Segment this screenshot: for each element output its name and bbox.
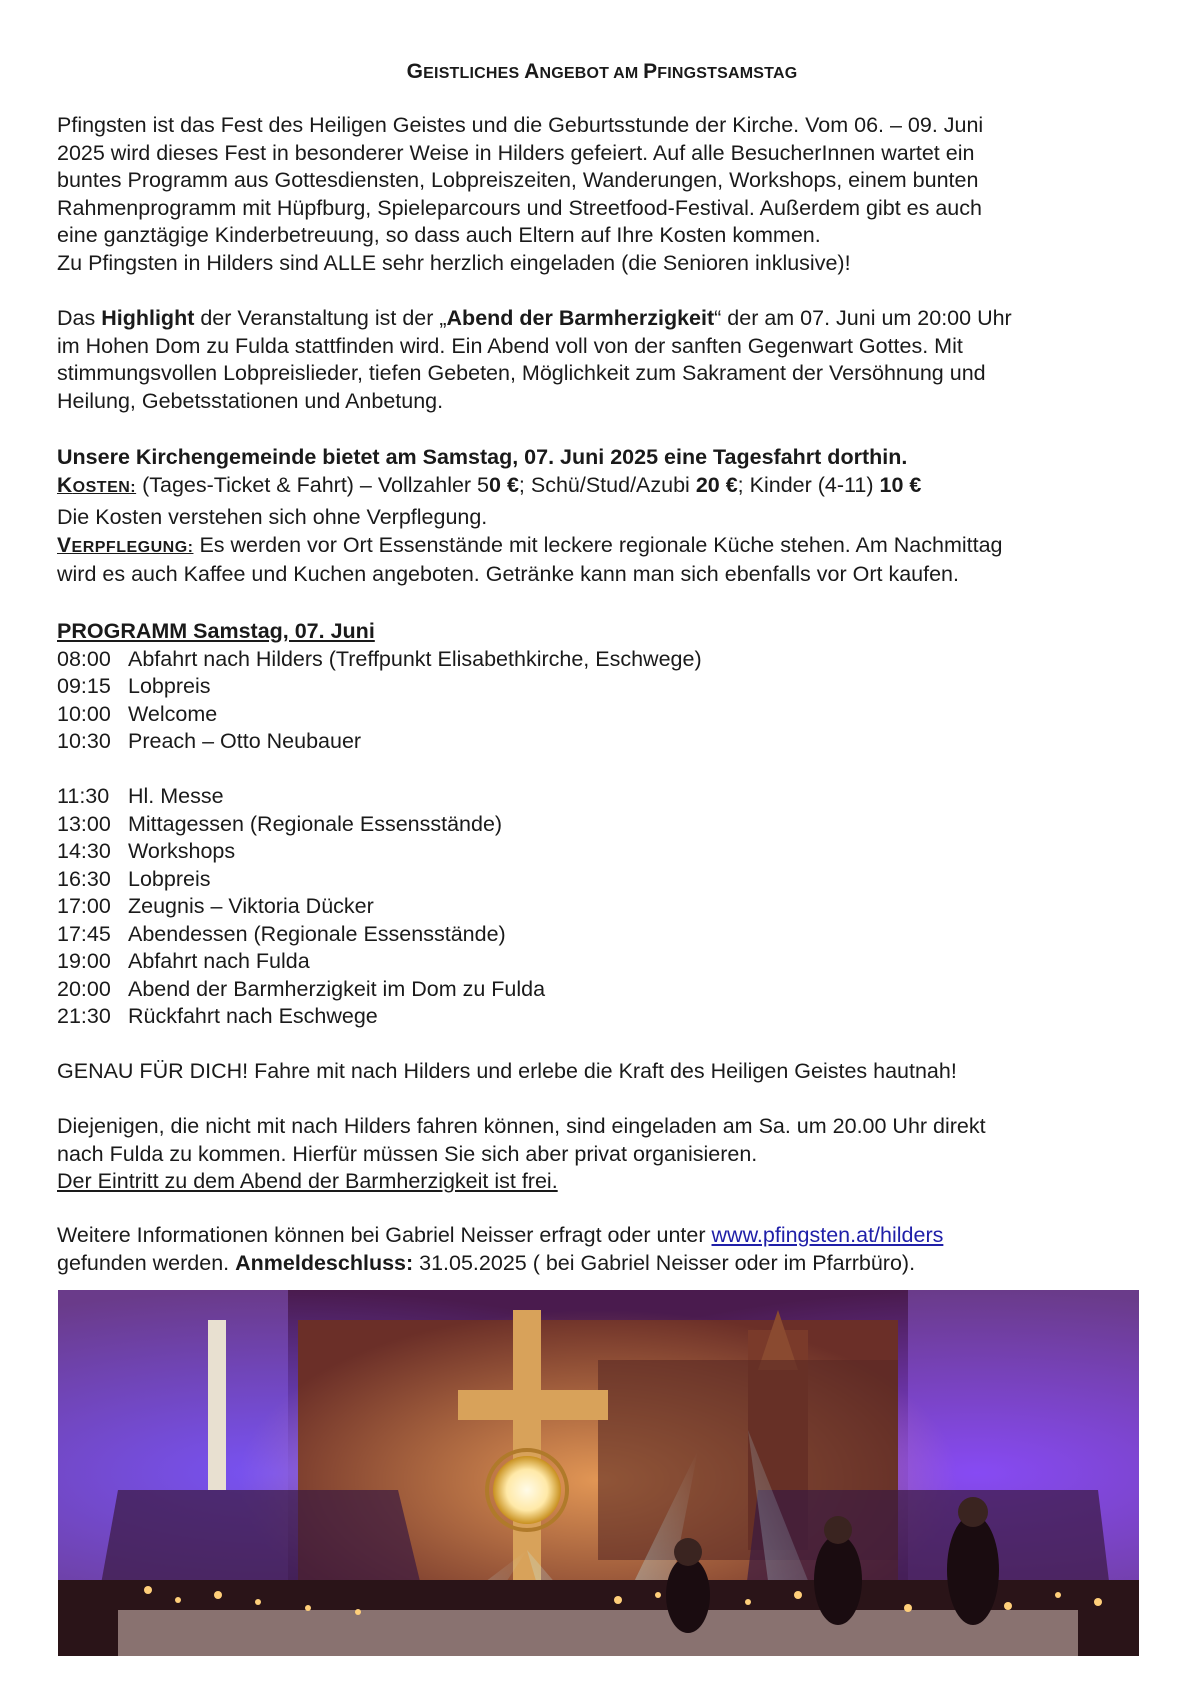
program-time: 17:45: [57, 921, 111, 946]
program-row: [57, 838, 1147, 866]
program-time: 21:30: [57, 1004, 111, 1028]
page-title: GEISTLICHES ANGEBOT AM PFINGSTSAMSTAG: [406, 60, 798, 83]
program-list-afternoon: [57, 783, 1147, 1031]
program-time: 13:00: [57, 811, 111, 836]
program-item: Workshops: [128, 839, 236, 863]
program-item: Preach – Otto Neubauer: [128, 729, 362, 753]
costs-line: KOSTEN: (Tages-Ticket & Fahrt) – Vollzahler 50 €; Schü/Stud/Azubi 20 €; Kinder (4-11) 10 €: [57, 472, 922, 497]
program-item: Hl. Messe: [128, 784, 224, 808]
program-time: 08:00: [57, 646, 111, 671]
program-section: [57, 618, 1147, 1031]
program-item: Abend der Barmherzigkeit im Dom zu Fulda: [128, 976, 546, 1001]
website-link[interactable]: www.pfingsten.at/hilders: [711, 1223, 944, 1247]
trip-section: Unsere Kirchengemeinde bietet am Samstag, 07. Juni 2025 eine Tagesfahrt dorthin. KOSTEN: (Tages-Ticket & Fahrt) – Vollzahler 50 €; Schü/Stud/Azubi 20 €; Kinder (4-11) 10 € Die Kosten verstehen sich ohne Verpflegung. VERPFLEGUNG: Es werden vor Ort Essenstände mit leckere regionale Küche stehen. Am Nachmittag wird es auch Kaffee und Kuchen angeboten. Getränke kann man sich ebenfalls vor Ort kaufen.: [57, 444, 1147, 589]
program-time: 17:00: [57, 894, 111, 918]
program-row: [57, 1003, 1147, 1031]
intro-paragraph: Pfingsten ist das Fest des Heiligen Geistes und die Geburtsstunde der Kirche. Vom 06. – 09. Juni 2025 wird dieses Fest in besonderer Weise in Hilders gefeiert. Auf alle BesucherInnen wartet ein buntes Programm aus Gottesdiensten, Lobpreiszeiten, Wanderungen, Workshops, einem bunten Rahmenprogramm mit Hüpfburg, Spieleparcours und Streetfood-Festival. Außerdem gibt es auch eine ganztägige Kinderbetreuung, so dass auch Eltern auf Ihre Kosten kommen. Zu Pfingsten in Hilders sind ALLE sehr herzlich eingeladen (die Senioren inklusive)!: [57, 113, 984, 275]
cathedral-photo: [58, 1290, 1139, 1656]
free-entry-note: Der Eintritt zu dem Abend der Barmherzigkeit ist frei.: [57, 1169, 558, 1193]
program-item: Rückfahrt nach Eschwege: [128, 1004, 378, 1028]
program-row: [57, 893, 1147, 921]
program-time: 20:00: [57, 976, 111, 1001]
program-row: [57, 728, 1147, 756]
program-row: [57, 976, 1147, 1004]
program-row: [57, 866, 1147, 894]
program-item: Abfahrt nach Hilders (Treffpunkt Elisabethkirche, Eschwege): [128, 646, 702, 671]
program-time: 19:00: [57, 949, 111, 973]
program-item: Welcome: [128, 701, 218, 726]
info-paragraph: Weitere Informationen können bei Gabriel Neisser erfragt oder unter www.pfingsten.at/hilders gefunden werden. Anmeldeschluss: 31.05.2025 ( bei Gabriel Neisser oder im Pfarrbüro).: [57, 1223, 944, 1275]
program-item: Zeugnis – Viktoria Dücker: [128, 894, 374, 918]
program-item: Lobpreis: [128, 674, 211, 698]
program-heading: PROGRAMM Samstag, 07. Juni: [57, 619, 375, 643]
program-item: Abendessen (Regionale Essensstände): [128, 921, 506, 946]
program-item: Abfahrt nach Fulda: [128, 949, 310, 973]
program-time: 16:30: [57, 866, 111, 891]
program-time: 11:30: [57, 784, 110, 808]
highlight-paragraph: Das Highlight der Veranstaltung ist der „Abend der Barmherzigkeit“ der am 07. Juni um 20:00 Uhr im Hohen Dom zu Fulda stattfinden wird. Ein Abend voll von der sanften Gegenwart Gottes. Mit stimmungsvollen Lobpreislieder, tiefen Gebeten, Möglichkeit zum Sakrament der Versöhnung und Heilung, Gebetsstationen und Anbetung.: [57, 306, 1012, 413]
program-row: [57, 948, 1147, 976]
program-row: [57, 811, 1147, 839]
program-time: 10:00: [57, 701, 111, 726]
program-item: Mittagessen (Regionale Essensstände): [128, 811, 503, 836]
program-row: [57, 646, 1147, 674]
program-row: [57, 783, 1147, 811]
program-time: 14:30: [57, 839, 111, 863]
program-item: Lobpreis: [128, 866, 211, 891]
program-row: [57, 921, 1147, 949]
program-list-morning: [57, 646, 1147, 756]
direct-attendance-paragraph: Diejenigen, die nicht mit nach Hilders fahren können, sind eingeladen am Sa. um 20.00 Uhr direkt nach Fulda zu kommen. Hierfür müssen Sie sich aber privat organisieren. Der Eintritt zu dem Abend der Barmherzigkeit ist frei.: [57, 1113, 1147, 1196]
trip-headline: Unsere Kirchengemeinde bietet am Samstag, 07. Juni 2025 eine Tagesfahrt dorthin.: [57, 445, 908, 469]
program-time: 10:30: [57, 729, 111, 753]
program-row: [57, 673, 1147, 701]
call-to-action: GENAU FÜR DICH! Fahre mit nach Hilders und erlebe die Kraft des Heiligen Geistes hautnah!: [57, 1059, 957, 1083]
program-row: [57, 701, 1147, 729]
program-time: 09:15: [57, 674, 111, 698]
catering-line: VERPFLEGUNG: Es werden vor Ort Essenstände mit leckere regionale Küche stehen. Am Nachmittag: [57, 532, 1003, 557]
